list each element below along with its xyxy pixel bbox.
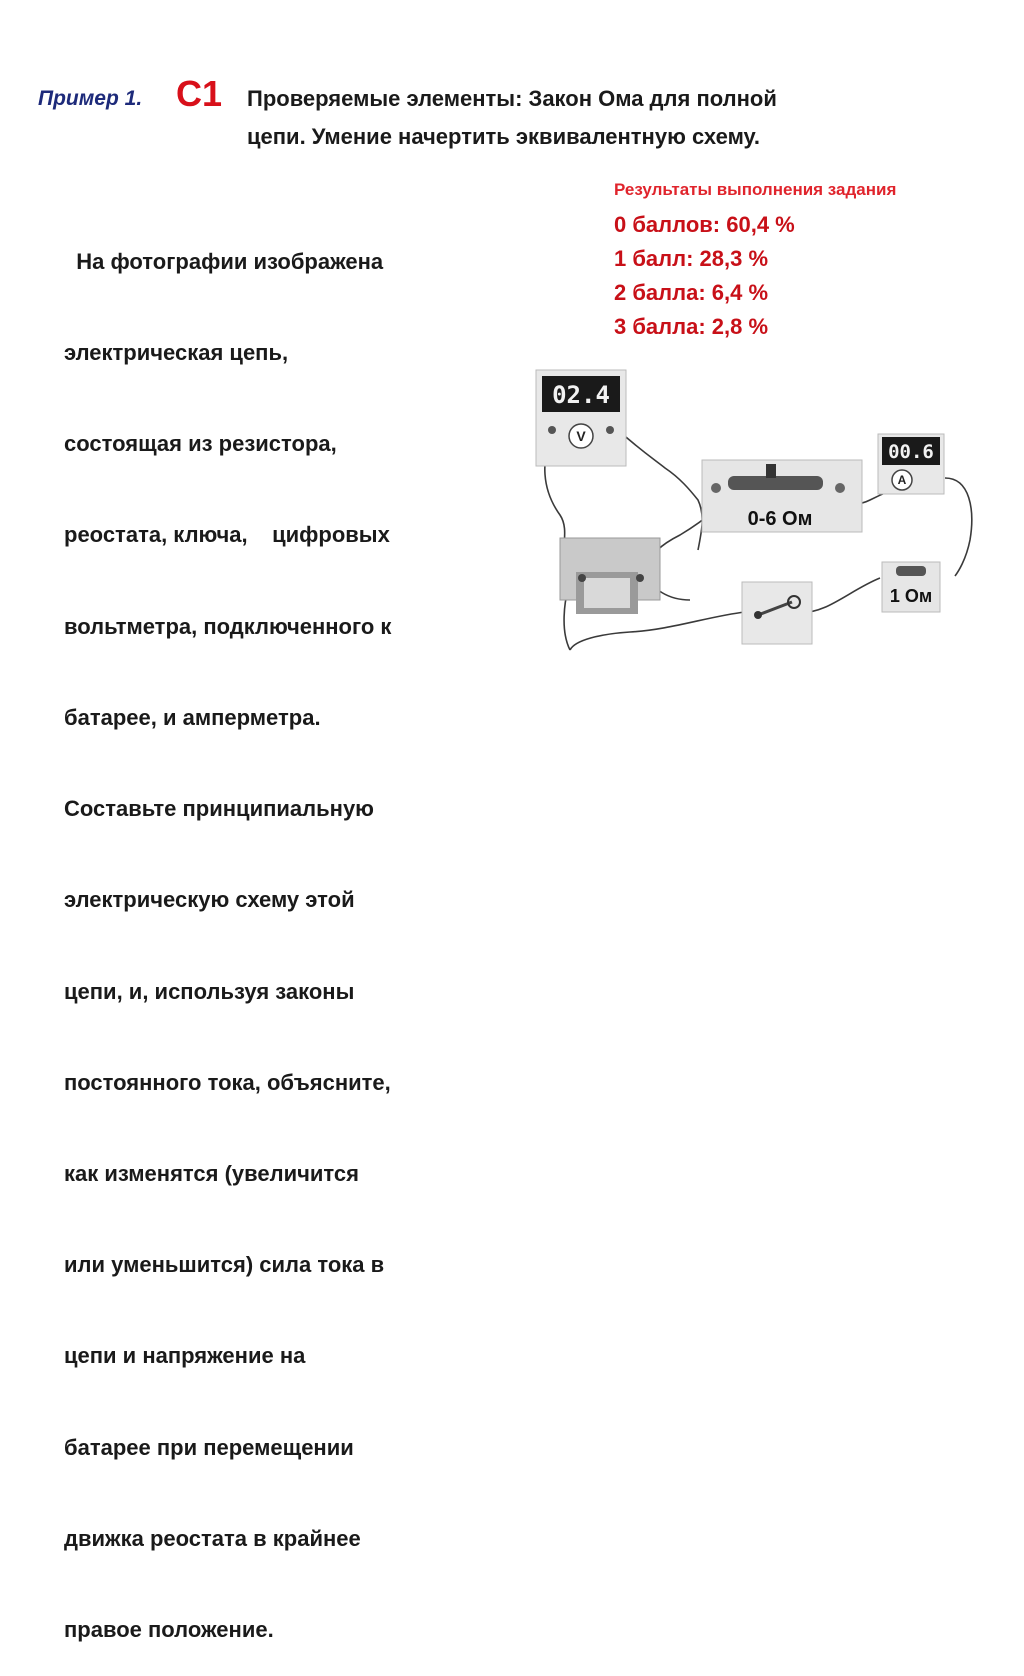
task-line: реостата, ключа, цифровых [64, 522, 390, 548]
task-line: правое положение. [64, 1617, 274, 1643]
task-line: батарее, и амперметра. [64, 704, 321, 730]
voltmeter [536, 370, 626, 466]
title-line-1: Проверяемые элементы: Закон Ома для полной [247, 86, 777, 111]
slide-header [0, 0, 1024, 170]
results-title: Результаты выполнения задания [614, 180, 897, 199]
task-line: На фотографии изображена [64, 248, 384, 274]
task-text [64, 186, 504, 1676]
task-line: как изменятся (увеличится [64, 1161, 359, 1186]
result-0-points: 0 баллов: 60,4 % [614, 212, 795, 237]
circuit-photo [530, 350, 990, 680]
task-code: С1 [176, 73, 223, 114]
task-line: Составьте принципиальную [64, 796, 374, 822]
switch [742, 582, 812, 644]
result-2-points: 2 балла: 6,4 % [614, 280, 769, 305]
ammeter-display: 00.6 [888, 441, 934, 463]
results-panel [614, 180, 974, 344]
task-line: электрическая цепь, [64, 340, 289, 366]
task-line: постоянного тока, объясните, [64, 1069, 391, 1095]
example-label: Пример 1. [38, 87, 143, 110]
task-line: цепи и напряжение на [64, 1343, 306, 1369]
task-line: движка реостата в крайнее [64, 1525, 361, 1551]
result-1-point: 1 балл: 28,3 % [614, 246, 769, 271]
resistor-label: 1 Ом [889, 586, 933, 606]
voltmeter-symbol: V [576, 428, 586, 444]
battery [560, 538, 660, 614]
resistor [882, 562, 940, 612]
ammeter-symbol: A [897, 473, 907, 487]
result-3-points: 3 балла: 2,8 % [614, 314, 769, 339]
rheostat-label: 0-6 Ом [747, 508, 813, 530]
task-line: или уменьшится) сила тока в [64, 1252, 385, 1278]
rheostat [702, 460, 862, 532]
task-line: состоящая из резистора, [64, 431, 337, 457]
voltmeter-display: 02.4 [552, 381, 610, 409]
task-line: батарее при перемещении [64, 1434, 354, 1460]
task-line: вольтметра, подключенного к [64, 613, 392, 639]
circuit-illustration [530, 350, 990, 680]
title-line-2: цепи. Умение начертить эквивалентную схему. [247, 124, 760, 149]
task-line: цепи, и, используя законы [64, 978, 355, 1004]
ammeter [878, 434, 944, 494]
task-line: электрическую схему этой [64, 887, 355, 913]
